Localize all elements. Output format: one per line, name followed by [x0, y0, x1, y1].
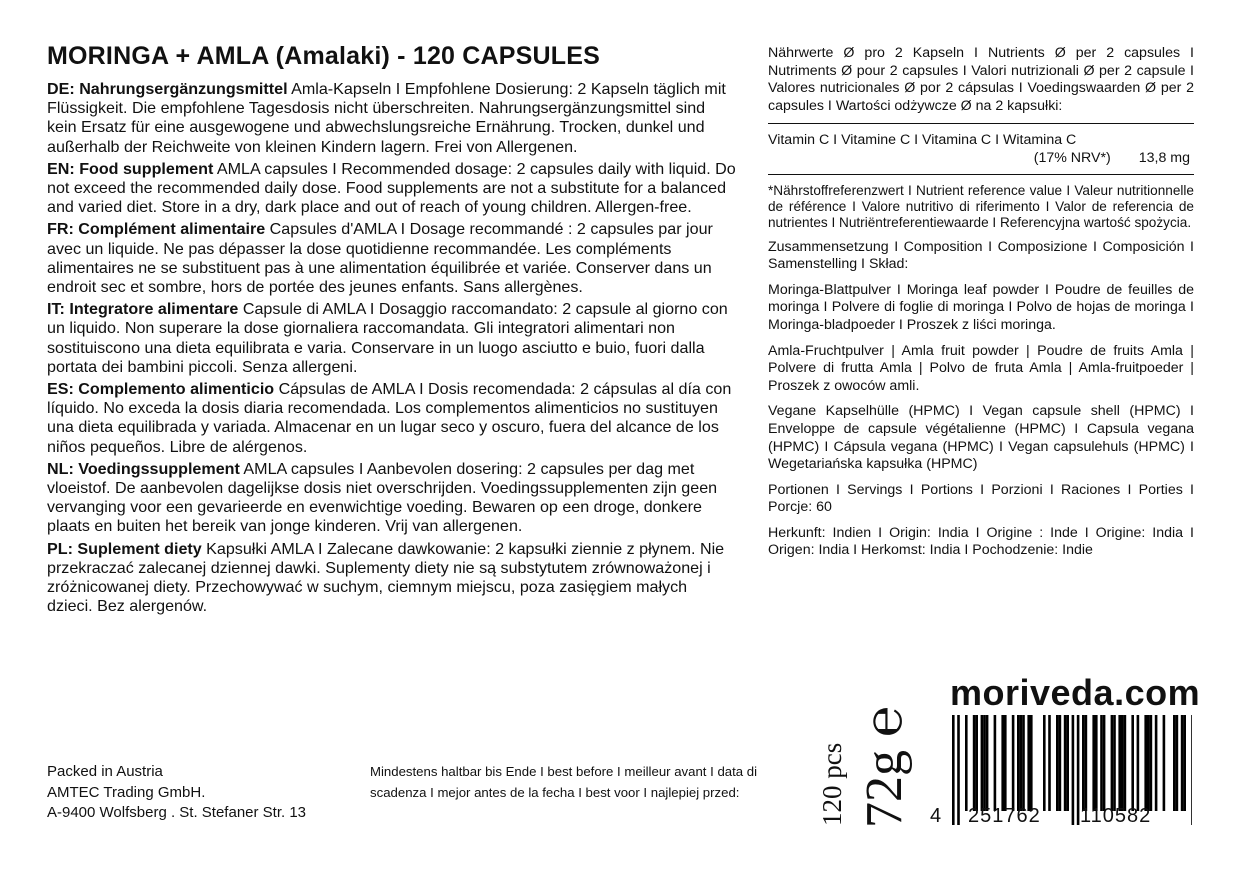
- lang-nl-head: NL: Voedingssupplement: [47, 459, 240, 478]
- lang-es-text: Cápsulas de AMLA I Dosis recomendada: 2 cápsulas al día con líquido. No exceda la dosis diaria recomendada. Los complementos alimenticios no sustituyen una dieta equilibrada y variada. Almacenar en un lugar seco y oscuro, fuera del alcance de los niños pequeños. Libre de alérgenos.: [47, 380, 732, 456]
- ingredient-amla: Amla-Fruchtpulver | Amla fruit powder | Poudre de fruits Amla | Polvere di frutta Amla | Polvo de fruta Amla | Amla-fruitpoeder | Proszek z owoców amli.: [768, 342, 1194, 394]
- divider-bottom: [768, 174, 1194, 175]
- ingredient-moringa: Moringa-Blattpulver I Moringa leaf powder I Poudre de feuilles de moringa I Polvere di foglie di moringa I Polvo de hojas de moringa I Moringa-bladpoeder I Proszek z liści moringa.: [768, 281, 1194, 333]
- barcode-bar: [1103, 715, 1106, 811]
- lang-fr-head: FR: Complément alimentaire: [47, 220, 266, 239]
- barcode-bar: [1113, 715, 1116, 811]
- barcode-bar: [1004, 715, 1007, 811]
- barcode-bar: [973, 715, 976, 811]
- barcode-bar: [1059, 715, 1062, 811]
- lang-pl-text: Kapsułki AMLA I Zalecane dawkowanie: 2 kapsułki ziennie z płynem. Nie przekraczać zalecanej dziennej dawki. Suplementy diety nie są substytutem zrównoważonej i zróżnicowanej diety. Przechowywać w suchym, ciemnym miejscu, poza zasięgiem małych dzieci. Bez alergenów.: [47, 539, 725, 616]
- barcode-bar: [1043, 715, 1046, 811]
- composition-header: Zusammensetzung I Composition I Composizione I Composición I Samenstelling I Skład:: [768, 238, 1194, 273]
- lang-en-head: EN: Food supplement: [47, 159, 214, 178]
- barcode-bar: [1095, 715, 1098, 811]
- barcode-bar: [1085, 715, 1088, 811]
- barcode-bar: [1121, 715, 1124, 811]
- lang-pl: [47, 540, 737, 617]
- lang-es: [47, 380, 737, 457]
- barcode-bar: [1163, 715, 1166, 811]
- barcode-bar: [1100, 715, 1103, 811]
- lang-es-head: ES: Complemento alimenticio: [47, 380, 275, 399]
- lang-de-text: Amla-Kapseln I Empfohlene Dosierung: 2 Kapseln täglich mit Flüssigkeit. Die empfohlene Tagesdosis nicht überschreiten. Nahrungsergänzungsmittel sind kein Ersatz für eine ausgewogene und abwechslungsreiche Ernährung. Trocken, dunkel und außerhalb der Reichweite von kleinen Kindern lagern. Frei von Allergenen.: [47, 80, 726, 156]
- barcode-bar: [1048, 715, 1051, 811]
- company-name: AMTEC Trading GmbH.: [47, 783, 206, 801]
- barcode-bar: [1155, 715, 1158, 811]
- language-descriptions: [47, 80, 737, 619]
- barcode-bar: [1056, 715, 1059, 811]
- lang-de: [47, 80, 737, 157]
- divider-top: [768, 123, 1194, 124]
- barcode-bar: [1064, 715, 1067, 811]
- barcode: [930, 715, 1192, 835]
- nrv-footnote: *Nährstoffreferenzwert I Nutrient reference value I Valeur nutritionnelle de référence I Valore nutritivo di riferimento I Valor de referencia de nutrientes I Nutriëntreferentiewaarde I Referencyjna wartość spożycia.: [768, 182, 1194, 230]
- origin: Herkunft: Indien I Origin: India I Origine : Inde I Origine: India I Origen: India I Herkomst: India I Pochodzenie: Indie: [768, 524, 1194, 559]
- barcode-bar: [1001, 715, 1004, 811]
- barcode-bar: [1137, 715, 1140, 811]
- lang-en: [47, 160, 737, 218]
- barcode-bar: [957, 715, 960, 825]
- barcode-bar: [1118, 715, 1121, 811]
- barcode-bar: [1066, 715, 1069, 811]
- barcode-bar: [965, 715, 968, 811]
- lang-nl: [47, 460, 737, 537]
- lang-it-head: IT: Integratore alimentare: [47, 300, 239, 319]
- nutrients-header: Nährwerte Ø pro 2 Kapseln I Nutrients Ø per 2 capsules I Nutriments Ø pour 2 capsules I Valori nutrizionali Ø per 2 capsule I Valores nutricionales Ø por 2 cápsulas I Voedingswaarden Ø per 2 capsules I Wartości odżywcze Ø na 2 kapsułki:: [768, 45, 1194, 114]
- barcode-bar: [1181, 715, 1184, 811]
- lang-pl-head: PL: Suplement diety: [47, 539, 202, 558]
- vitamin-c-amount: 13,8 mg: [1138, 149, 1190, 166]
- barcode-bar: [1150, 715, 1153, 811]
- nutrition-panel: [768, 45, 1194, 568]
- barcode-bar: [1022, 715, 1025, 811]
- barcode-bar: [1183, 715, 1186, 811]
- barcode-bar: [1144, 715, 1147, 811]
- lang-it-text: Capsule di AMLA I Dosaggio raccomandato: 2 capsule al giorno con un liquido. Non superare la dose giornaliera raccomandata. Gli integratori alimentari non sostituiscono una dieta equilibrata e varia. Conservare in un luogo asciutto e buio, fuori dalla portata dei bambini piccoli. Senza allergeni.: [47, 300, 728, 376]
- barcode-bar: [1020, 715, 1023, 811]
- barcode-bar: [983, 715, 986, 811]
- barcode-bar: [994, 715, 997, 811]
- barcode-bar: [986, 715, 989, 811]
- barcode-bar: [1124, 715, 1127, 811]
- lang-fr-text: Capsules d'AMLA I Dosage recommandé : 2 capsules par jour avec un liquide. Ne pas dépasser la dose quotidienne recommandée. Les compléments alimentaires ne se substituent pas à une alimentation équilibrée et variée. Conserver dans un endroit sec et sombre, hors de portée des jeunes enfants. Sans allergènes.: [47, 220, 713, 297]
- barcode-bar: [1072, 715, 1075, 825]
- barcode-bar: [1027, 715, 1030, 811]
- lang-de-head: DE: Nahrungsergänzungsmittel: [47, 80, 288, 98]
- vitamin-c-label: Vitamin C I Vitamine C I Vitamina C I Witamina C: [768, 132, 1077, 149]
- vitamin-c-nrv: (17% NRV*): [1033, 149, 1111, 166]
- barcode-bar: [952, 715, 955, 825]
- barcode-bar: [1173, 715, 1176, 811]
- packer-info: [47, 762, 306, 824]
- barcode-digits-left: 251762: [968, 805, 1041, 827]
- product-title: MORINGA + AMLA (Amalaki) - 120 CAPSULES: [47, 42, 601, 70]
- piece-count: 120 pcs: [817, 742, 847, 826]
- barcode-bar: [1131, 715, 1134, 811]
- barcode-bar: [1191, 715, 1192, 825]
- lang-fr: [47, 220, 737, 297]
- lang-en-text: AMLA capsules I Recommended dosage: 2 capsules daily with liquid. Do not exceed the recommended daily dose. Food supplements are not a substitute for a balanced and varied diet. Store in a dry, dark place and out of reach of young children. Allergen-free.: [47, 159, 736, 217]
- barcode-bar: [1092, 715, 1095, 811]
- barcode-bar: [1176, 715, 1179, 811]
- net-weight: 72g ℮: [856, 705, 913, 828]
- lang-it: [47, 300, 737, 377]
- servings: Portionen I Servings I Portions I Porzioni I Raciones I Porties I Porcje: 60: [768, 481, 1194, 516]
- barcode-bar: [981, 715, 984, 811]
- barcode-bar: [1017, 715, 1020, 811]
- best-before-text: Mindestens haltbar bis Ende I best before I meilleur avant I data di scadenza I mejor antes de la fecha I best voor I najlepiej przed:: [370, 764, 758, 800]
- vitamin-c-values: [768, 150, 1194, 168]
- packed-in: Packed in Austria: [47, 763, 163, 780]
- barcode-bar: [1077, 715, 1080, 825]
- barcode-bar: [1147, 715, 1150, 811]
- barcode-bar: [1082, 715, 1085, 811]
- barcode-digit-first: 4: [930, 805, 942, 827]
- website: moriveda.com: [950, 672, 1201, 713]
- barcode-bar: [1030, 715, 1033, 811]
- ingredient-capsule: Vegane Kapselhülle (HPMC) I Vegan capsule shell (HPMC) I Enveloppe de capsule végétalienne (HPMC) I Capsula vegana (HPMC) I Cápsula vegana (HPMC) I Vegan capsulehuls (HPMC) I Wegetariańska kapsułka (HPMC): [768, 403, 1194, 473]
- barcode-digits-right: 110582: [1080, 805, 1152, 827]
- company-address: A-9400 Wolfsberg . St. Stefaner Str. 13: [47, 804, 307, 821]
- barcode-bar: [975, 715, 978, 811]
- barcode-bar: [1111, 715, 1114, 811]
- lang-nl-text: AMLA capsules I Aanbevolen dosering: 2 capsules per dag met vloeistof. De aanbevolen dagelijkse dosis niet overschrijden. Voedingssupplementen zijn geen vervanging voor een gevarieerde en evenwichtige voeding. Bewaren op een droge, donkere plaats en buiten het bereik van jonge kinderen. Vrij van allergenen.: [47, 459, 718, 536]
- barcode-bar: [1012, 715, 1015, 811]
